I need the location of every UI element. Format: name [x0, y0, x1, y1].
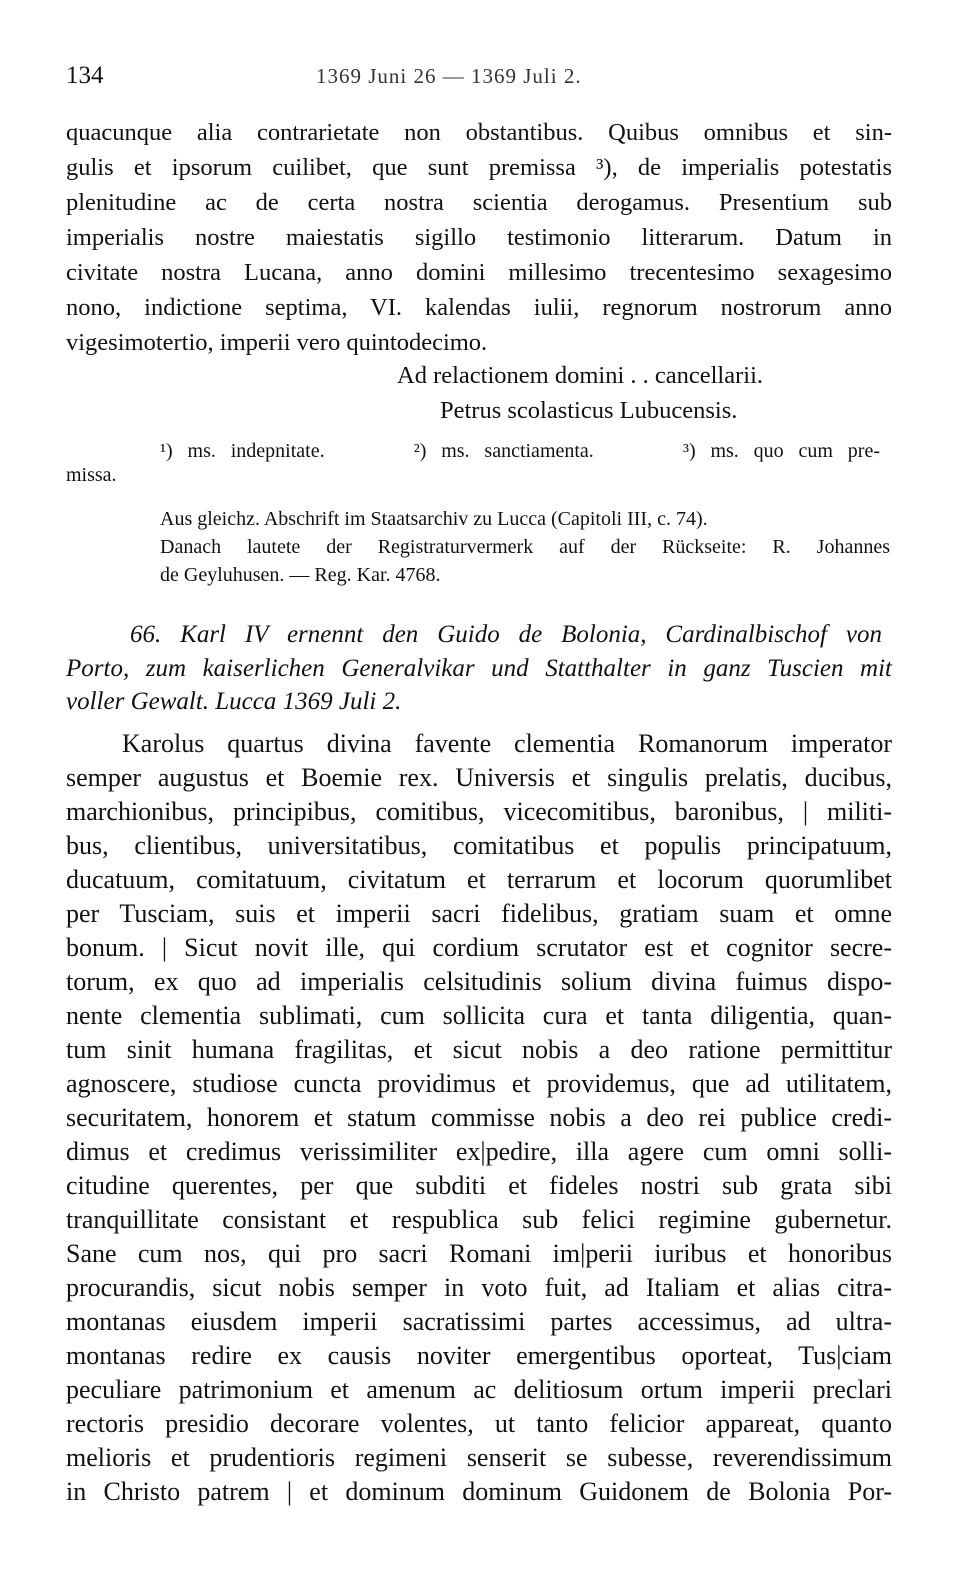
page-number: 134	[66, 62, 104, 89]
body-line: tranquillitate consistant et respublica sub felici regimine gubernetur.	[66, 1205, 892, 1234]
heading-line: Porto, zum kaiserlichen Generalvikar und Statthalter in ganz Tuscien mit	[66, 655, 892, 682]
source-note-line: Aus gleichz. Abschrift im Staatsarchiv zu Lucca (Capitoli III, c. 74).	[160, 508, 708, 530]
body-line: dimus et credimus verissimiliter ex|pedire, illa agere cum omni solli-	[66, 1137, 892, 1166]
body-line: montanas eiusdem imperii sacratissimi partes accessimus, ad ultra-	[66, 1307, 892, 1336]
body-line: ducatuum, comitatuum, civitatum et terrarum et locorum quorumlibet	[66, 865, 892, 894]
body-line: rectoris presidio decorare volentes, ut tanto felicior appareat, quanto	[66, 1409, 892, 1438]
body-line: nente clementia sublimati, cum sollicita cura et tanta diligentia, quan-	[66, 1001, 892, 1030]
footnote-line: ¹) ms. indepnitate. ²) ms. sanctiamenta. ³) ms. quo cum pre-	[160, 440, 880, 462]
body-line: peculiare patrimonium et amenum ac delitiosum ortum imperii preclari	[66, 1375, 892, 1404]
body-line: Sane cum nos, qui pro sacri Romani im|perii iuribus et honoribus	[66, 1239, 892, 1268]
heading-line: 66. Karl IV ernennt den Guido de Bolonia, Cardinalbischof von	[130, 621, 882, 648]
body-line: marchionibus, principibus, comitibus, vicecomitibus, baronibus, | militi-	[66, 797, 892, 826]
body-line: melioris et prudentioris regimeni senserit se subesse, reverendissimum	[66, 1443, 892, 1472]
body-line: per Tusciam, suis et imperii sacri fidelibus, gratiam suam et omne	[66, 899, 892, 928]
body-line: securitatem, honorem et statum commisse nobis a deo rei publice credi-	[66, 1103, 892, 1132]
signature-line: Petrus scolasticus Lubucensis.	[440, 397, 738, 424]
running-head: 1369 Juni 26 — 1369 Juli 2.	[316, 64, 582, 88]
text-line: plenitudine ac de certa nostra scientia derogamus. Presentium sub	[66, 189, 892, 216]
body-line: citudine querentes, per que subditi et fideles nostri sub grata sibi	[66, 1171, 892, 1200]
text-line: vigesimotertio, imperii vero quintodecimo.	[66, 329, 488, 356]
text-line: nono, indictione septima, VI. kalendas iulii, regnorum nostrorum anno	[66, 294, 892, 321]
text-line: imperialis nostre maiestatis sigillo testimonio litterarum. Datum in	[66, 224, 892, 251]
source-note-line: de Geyluhusen. — Reg. Kar. 4768.	[160, 564, 441, 586]
body-line: bonum. | Sicut novit ille, qui cordium scrutator est et cognitor secre-	[66, 933, 892, 962]
footnote-line: missa.	[66, 464, 117, 486]
body-line: tum sinit humana fragilitas, et sicut nobis a deo ratione permittitur	[66, 1035, 892, 1064]
body-line: procurandis, sicut nobis semper in voto fuit, ad Italiam et alias citra-	[66, 1273, 892, 1302]
body-line: torum, ex quo ad imperialis celsitudinis solium divina fuimus dispo-	[66, 967, 892, 996]
heading-line: voller Gewalt. Lucca 1369 Juli 2.	[66, 688, 402, 715]
body-line: semper augustus et Boemie rex. Universis et singulis prelatis, ducibus,	[66, 763, 892, 792]
signature-line: Ad relactionem domini . . cancellarii.	[397, 362, 764, 389]
text-line: gulis et ipsorum cuilibet, que sunt premissa ³), de imperialis potestatis	[66, 154, 892, 181]
body-line: agnoscere, studiose cuncta providimus et providemus, que ad utilitatem,	[66, 1069, 892, 1098]
source-note-line: Danach lautete der Registraturvermerk auf der Rückseite: R. Johannes	[160, 536, 890, 558]
text-line: quacunque alia contrarietate non obstantibus. Quibus omnibus et sin-	[66, 119, 892, 146]
body-line: Karolus quartus divina favente clementia Romanorum imperator	[122, 729, 892, 758]
body-line: bus, clientibus, universitatibus, comitatibus et populis principatuum,	[66, 831, 892, 860]
body-line: in Christo patrem | et dominum dominum Guidonem de Bolonia Por-	[66, 1477, 892, 1506]
body-line: montanas redire ex causis noviter emergentibus oporteat, Tus|ciam	[66, 1341, 892, 1370]
text-line: civitate nostra Lucana, anno domini millesimo trecentesimo sexagesimo	[66, 259, 892, 286]
page-header	[66, 62, 892, 96]
